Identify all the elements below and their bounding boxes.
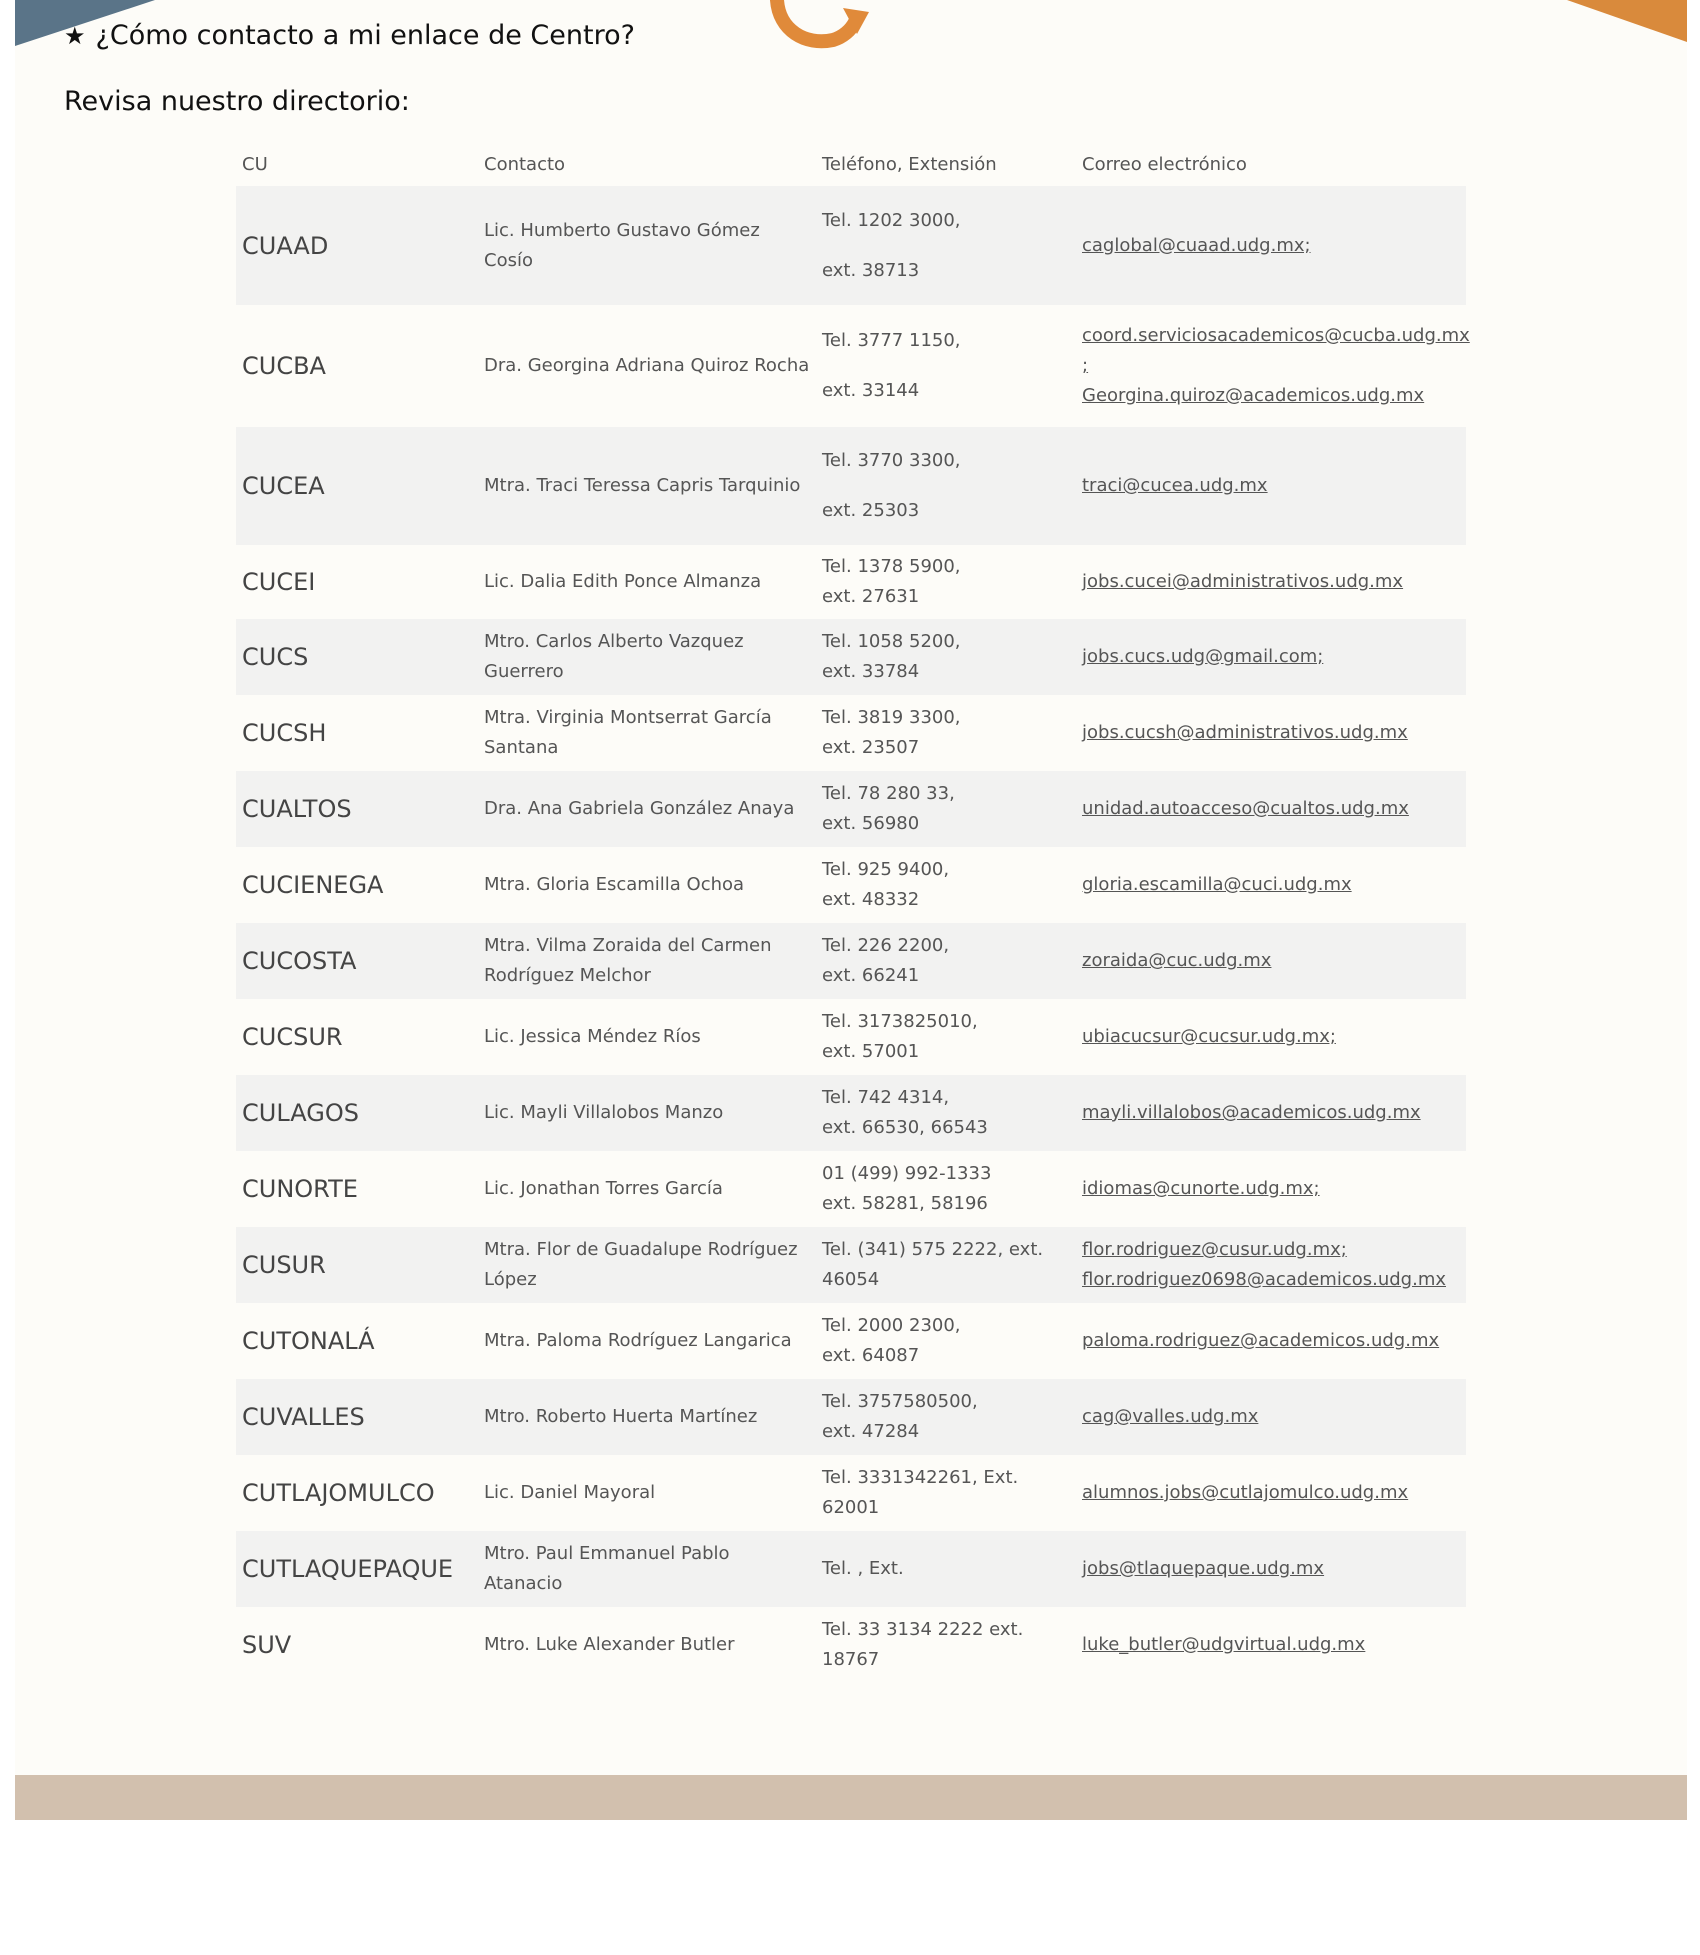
- table-row: [236, 1151, 1466, 1227]
- email-link[interactable]: mayli.villalobos@academicos.udg.mx: [1082, 1102, 1421, 1123]
- header-phone: Teléfono, Extensión: [822, 153, 997, 175]
- cell-email: [1076, 847, 1466, 923]
- cell-cu: CUCS: [242, 643, 309, 671]
- cell-phone: Tel. 1202 3000, ext. 38713: [822, 209, 961, 281]
- table-row: [236, 305, 1466, 427]
- cell-contact: Mtra. Virginia Montserrat García Santana: [484, 707, 772, 758]
- cell-email: [1076, 923, 1466, 999]
- email-link[interactable]: ubiacucsur@cucsur.udg.mx;: [1082, 1026, 1336, 1047]
- email-link[interactable]: unidad.autoacceso@cualtos.udg.mx: [1082, 798, 1409, 819]
- table-row: [236, 923, 1466, 999]
- table-row: [236, 427, 1466, 545]
- cell-contact: Lic. Humberto Gustavo Gómez Cosío: [484, 219, 760, 271]
- email-link[interactable]: zoraida@cuc.udg.mx: [1082, 950, 1272, 971]
- cell-email: [1076, 1455, 1466, 1531]
- cell-cu: CUVALLES: [242, 1403, 365, 1431]
- cell-email: [1076, 999, 1466, 1075]
- cell-email: [1076, 305, 1470, 427]
- cell-cu: CUTLAQUEPAQUE: [242, 1555, 454, 1583]
- table-row: [236, 1379, 1466, 1455]
- cell-phone: Tel. 3757580500, ext. 47284: [822, 1391, 978, 1442]
- cell-cu: CUCEI: [242, 568, 316, 596]
- email-link[interactable]: traci@cucea.udg.mx: [1082, 475, 1268, 496]
- cell-contact: Lic. Dalia Edith Ponce Almanza: [484, 571, 762, 592]
- cell-email: [1076, 1227, 1466, 1303]
- cell-contact: Mtra. Traci Teressa Capris Tarquinio: [484, 475, 801, 496]
- table-row: [236, 1075, 1466, 1151]
- cell-contact: Lic. Mayli Villalobos Manzo: [484, 1102, 724, 1123]
- email-link[interactable]: jobs.cucsh@administrativos.udg.mx: [1082, 722, 1408, 743]
- cell-cu: CUCSUR: [242, 1023, 343, 1051]
- cell-contact: Mtra. Flor de Guadalupe Rodríguez López: [484, 1239, 798, 1290]
- cell-phone: 01 (499) 992-1333 ext. 58281, 58196: [822, 1163, 992, 1214]
- cell-phone: Tel. 742 4314, ext. 66530, 66543: [822, 1087, 988, 1138]
- cell-contact: Mtra. Gloria Escamilla Ochoa: [484, 874, 745, 895]
- cell-contact: Dra. Georgina Adriana Quiroz Rocha: [484, 355, 810, 376]
- header-cu: CU: [242, 153, 268, 175]
- table-row: [236, 619, 1466, 695]
- cell-phone: Tel. 78 280 33, ext. 56980: [822, 783, 955, 834]
- email-link[interactable]: ;: [1082, 355, 1089, 376]
- footer-band: [15, 1775, 1687, 1820]
- cell-phone: Tel. 3777 1150, ext. 33144: [822, 330, 961, 401]
- email-link[interactable]: flor.rodriguez@cusur.udg.mx;: [1082, 1239, 1347, 1260]
- star-icon: ★: [64, 21, 86, 50]
- cell-phone: Tel. 1058 5200, ext. 33784: [822, 631, 961, 682]
- email-link[interactable]: Georgina.quiroz@academicos.udg.mx: [1082, 385, 1425, 406]
- cell-email: [1076, 1075, 1466, 1151]
- email-link[interactable]: flor.rodriguez0698@academicos.udg.mx: [1082, 1269, 1446, 1290]
- table-header-row: [236, 142, 1466, 186]
- table-row: [236, 847, 1466, 923]
- cell-contact: Mtra. Vilma Zoraida del Carmen Rodríguez Melchor: [484, 935, 772, 986]
- email-link[interactable]: jobs@tlaquepaque.udg.mx: [1082, 1558, 1325, 1579]
- intro-text: Revisa nuestro directorio:: [64, 86, 410, 117]
- header-contact: Contacto: [484, 153, 566, 175]
- cell-email: [1076, 545, 1466, 619]
- cell-cu: CUCBA: [242, 352, 326, 380]
- cell-email: [1076, 1607, 1466, 1683]
- table-row: [236, 1455, 1466, 1531]
- email-link[interactable]: idiomas@cunorte.udg.mx;: [1082, 1178, 1320, 1199]
- cell-email: [1076, 186, 1466, 305]
- cell-contact: Mtro. Roberto Huerta Martínez: [484, 1406, 758, 1427]
- table-row: [236, 999, 1466, 1075]
- cell-contact: Mtro. Luke Alexander Butler: [484, 1634, 735, 1655]
- cell-cu: CUALTOS: [242, 795, 352, 823]
- cell-contact: Mtro. Carlos Alberto Vazquez Guerrero: [484, 631, 744, 682]
- cell-phone: Tel. 3173825010, ext. 57001: [822, 1011, 978, 1062]
- cell-phone: Tel. 2000 2300, ext. 64087: [822, 1315, 961, 1366]
- corner-decoration-right: [1567, 0, 1687, 42]
- email-link[interactable]: gloria.escamilla@cuci.udg.mx: [1082, 874, 1352, 895]
- cell-email: [1076, 771, 1466, 847]
- table-row: [236, 1531, 1466, 1607]
- cell-email: [1076, 1151, 1466, 1227]
- directory-table: [236, 142, 1470, 1683]
- cell-phone: Tel. 3819 3300, ext. 23507: [822, 707, 961, 758]
- table-row: [236, 1607, 1466, 1683]
- cell-email: [1076, 619, 1466, 695]
- email-link[interactable]: jobs.cucs.udg@gmail.com;: [1082, 646, 1324, 667]
- cell-contact: Mtra. Paloma Rodríguez Langarica: [484, 1330, 792, 1351]
- cell-phone: Tel. 33 3134 2222 ext. 18767: [822, 1619, 1024, 1670]
- cell-contact: Mtro. Paul Emmanuel Pablo Atanacio: [484, 1543, 730, 1594]
- cell-cu: CUNORTE: [242, 1175, 358, 1203]
- question-text: ¿Cómo contacto a mi enlace de Centro?: [95, 20, 635, 51]
- cell-phone: Tel. 3331342261, Ext. 62001: [822, 1467, 1019, 1518]
- cell-contact: Lic. Jonathan Torres García: [484, 1178, 723, 1199]
- cell-contact: Lic. Daniel Mayoral: [484, 1482, 656, 1503]
- cell-cu: CUTONALÁ: [242, 1327, 375, 1355]
- email-link[interactable]: alumnos.jobs@cutlajomulco.udg.mx: [1082, 1482, 1409, 1503]
- table-row: [236, 695, 1466, 771]
- table-row: [236, 545, 1466, 619]
- cell-contact: Dra. Ana Gabriela González Anaya: [484, 798, 795, 819]
- cell-email: [1076, 1379, 1466, 1455]
- faq-question: [64, 20, 635, 51]
- cell-phone: Tel. (341) 575 2222, ext. 46054: [822, 1239, 1044, 1290]
- email-link[interactable]: jobs.cucei@administrativos.udg.mx: [1082, 571, 1404, 592]
- cell-phone: Tel. 1378 5900, ext. 27631: [822, 556, 961, 607]
- cell-phone: Tel. 3770 3300, ext. 25303: [822, 450, 961, 521]
- cell-phone: Tel. 226 2200, ext. 66241: [822, 935, 950, 986]
- email-link[interactable]: caglobal@cuaad.udg.mx;: [1082, 234, 1311, 256]
- email-link[interactable]: luke_butler@udgvirtual.udg.mx: [1082, 1634, 1366, 1655]
- cell-cu: CUCEA: [242, 472, 325, 500]
- cell-cu: SUV: [242, 1631, 292, 1659]
- email-link[interactable]: cag@valles.udg.mx: [1082, 1406, 1259, 1427]
- cell-email: [1076, 1303, 1466, 1379]
- cell-contact: Lic. Jessica Méndez Ríos: [484, 1026, 701, 1047]
- cell-phone: Tel. , Ext.: [822, 1558, 904, 1579]
- cell-cu: CULAGOS: [242, 1099, 359, 1127]
- table-row: [236, 1227, 1466, 1303]
- cell-phone: Tel. 925 9400, ext. 48332: [822, 859, 950, 910]
- table-row: [236, 186, 1466, 305]
- cell-cu: CUAAD: [242, 231, 329, 260]
- cell-email: [1076, 427, 1466, 545]
- cell-email: [1076, 695, 1466, 771]
- cell-cu: CUCSH: [242, 719, 327, 747]
- cell-email: [1076, 1531, 1466, 1607]
- cell-cu: CUCIENEGA: [242, 871, 384, 899]
- table-row: [236, 771, 1466, 847]
- logo-arrow-icon: [765, 0, 875, 52]
- header-email: Correo electrónico: [1082, 153, 1247, 175]
- email-link[interactable]: coord.serviciosacademicos@cucba.udg.mx: [1082, 325, 1470, 346]
- cell-cu: CUCOSTA: [242, 947, 357, 975]
- cell-cu: CUTLAJOMULCO: [242, 1479, 435, 1507]
- table-row: [236, 1303, 1466, 1379]
- cell-cu: CUSUR: [242, 1251, 326, 1279]
- email-link[interactable]: paloma.rodriguez@academicos.udg.mx: [1082, 1330, 1440, 1351]
